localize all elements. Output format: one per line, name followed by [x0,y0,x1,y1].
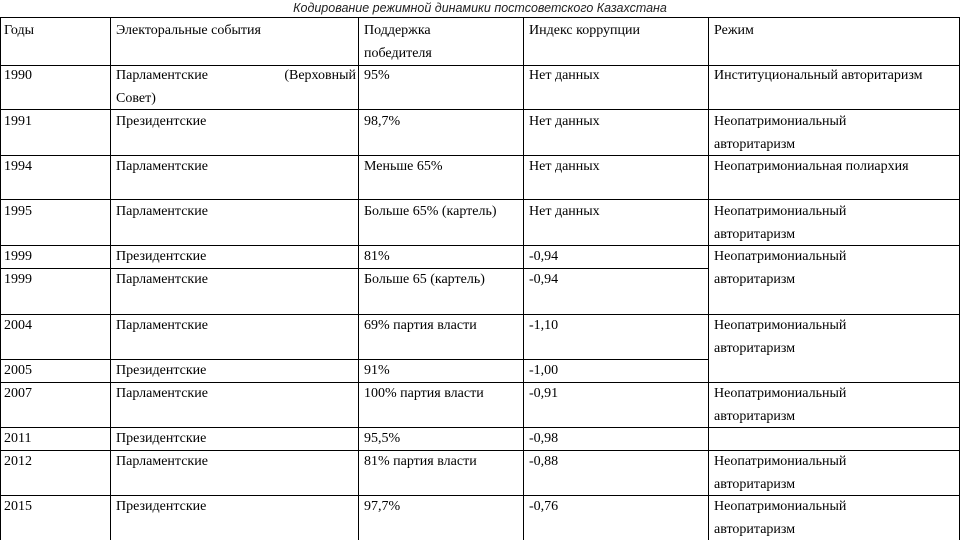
cell-support: 95,5% [364,431,401,446]
cell-regime: Неопатримониальный авторитаризм [714,249,847,287]
cell-regime: Институциональный авторитаризм [714,68,923,83]
cell-support: 100% партия власти [364,386,484,401]
cell-support: 81% [364,249,390,264]
cell-regime: Неопатримониальный авторитаризм [714,454,847,492]
cell-corruption: -1,10 [529,318,559,333]
cell-regime: Неопатримониальный авторитаризм [714,386,847,424]
cell-support: Меньше 65% [364,159,443,174]
cell-event-part: Совет) [116,90,156,106]
cell-event-part: (Верховный [284,68,356,83]
cell-support: Больше 65% (картель) [364,204,497,219]
cell-year: 1999 [4,249,32,264]
cell-event: Парламентские [116,454,208,469]
cell-corruption: -0,88 [529,454,559,469]
cell-regime: Неопатримониальный авторитаризм [714,499,847,537]
cell-support: Больше 65 (картель) [364,272,485,287]
cell-event: Парламентские [116,159,208,174]
cell-support: 95% [364,68,390,83]
cell-event: Президентские [116,499,207,514]
cell-event: Президентские [116,431,207,446]
table-caption: Кодирование режимной динамики постсоветского Казахстана [293,1,667,15]
cell-support: 97,7% [364,499,401,514]
header-events: Электоральные события [116,23,261,38]
cell-corruption: -0,76 [529,499,559,514]
cell-year: 2007 [4,386,32,401]
cell-support: 98,7% [364,114,401,129]
cell-regime: Неопатримониальный авторитаризм [714,114,847,152]
cell-year: 1994 [4,159,32,174]
cell-year: 2012 [4,454,32,469]
cell-support: 91% [364,363,390,378]
cell-year: 2011 [4,431,32,446]
cell-corruption: -0,94 [529,249,559,264]
cell-support: 69% партия власти [364,318,477,333]
cell-regime: Неопатримониальный авторитаризм [714,318,847,356]
cell-year: 1991 [4,114,32,129]
header-regime: Режим [714,23,754,38]
cell-year: 2004 [4,318,32,333]
cell-year: 1999 [4,272,32,287]
cell-year: 1995 [4,204,32,219]
cell-event [116,65,356,110]
cell-event: Президентские [116,249,207,264]
cell-corruption: Нет данных [529,114,600,129]
cell-event: Президентские [116,363,207,378]
cell-year: 2015 [4,499,32,514]
cell-corruption: -0,98 [529,431,559,446]
cell-event: Парламентские [116,318,208,333]
cell-event: Парламентские [116,386,208,401]
header-support: Поддержка победителя [364,23,432,61]
cell-year: 1990 [4,68,32,83]
cell-regime: Неопатримониальный авторитаризм [714,204,847,242]
cell-regime: Неопатримониальная полиархия [714,159,909,174]
cell-corruption: Нет данных [529,159,600,174]
cell-event: Парламентские [116,204,208,219]
cell-corruption: Нет данных [529,68,600,83]
cell-event: Парламентские [116,272,208,287]
cell-corruption: -0,91 [529,386,559,401]
cell-corruption: -1,00 [529,363,559,378]
header-corruption: Индекс коррупции [529,23,640,38]
cell-support: 81% партия власти [364,454,477,469]
header-year: Годы [4,23,34,38]
cell-event: Президентские [116,114,207,129]
cell-year: 2005 [4,363,32,378]
cell-event-part: Парламентские [116,68,208,83]
cell-corruption: -0,94 [529,272,559,287]
cell-corruption: Нет данных [529,204,600,219]
